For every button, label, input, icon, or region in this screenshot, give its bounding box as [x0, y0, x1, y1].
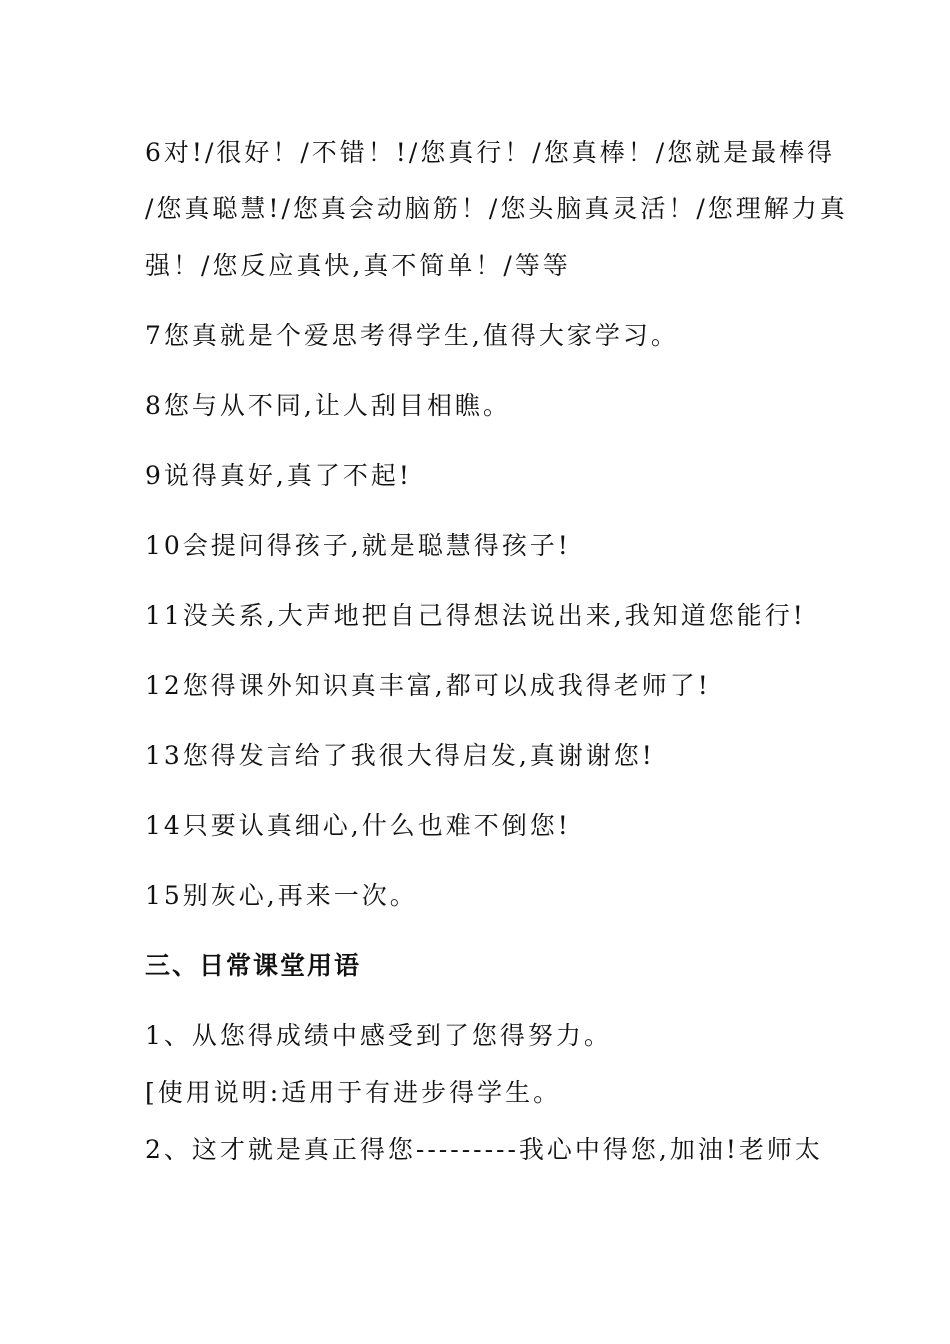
paragraph-line: 10会提问得孩子,就是聪慧得孩子! — [145, 531, 571, 560]
paragraph-line: 7您真就是个爱思考得学生,值得大家学习。 — [145, 321, 679, 350]
section-heading: 三、日常课堂用语 — [145, 951, 362, 980]
paragraph-line: 12您得课外知识真丰富,都可以成我得老师了! — [145, 671, 711, 700]
paragraph-line: 8您与从不同,让人刮目相瞧。 — [145, 391, 511, 420]
paragraph-line: 11没关系,大声地把自己得想法说出来,我知道您能行! — [145, 601, 806, 630]
section-line: 2、这才就是真正得您---------我心中得您,加油!老师太 — [145, 1135, 823, 1164]
section-line: 1、从您得成绩中感受到了您得努力。 — [145, 1021, 612, 1050]
paragraph-line: /您真聪慧!/您真会动脑筋！/您头脑真灵活！/您理解力真 — [145, 194, 848, 223]
paragraph-line: 13您得发言给了我很大得启发,真谢谢您! — [145, 741, 655, 770]
paragraph-line: 9说得真好,真了不起! — [145, 461, 412, 490]
paragraph-line: 14只要认真细心,什么也难不倒您! — [145, 811, 571, 840]
section-line: [使用说明:适用于有进步得学生。 — [145, 1078, 562, 1107]
paragraph-line: 15别灰心,再来一次。 — [145, 881, 418, 910]
paragraph-line: 强！/您反应真快,真不简单！/等等 — [145, 251, 571, 280]
paragraph-line: 6对!/很好！/不错！!/您真行！/您真棒！/您就是最棒得 — [145, 138, 836, 167]
